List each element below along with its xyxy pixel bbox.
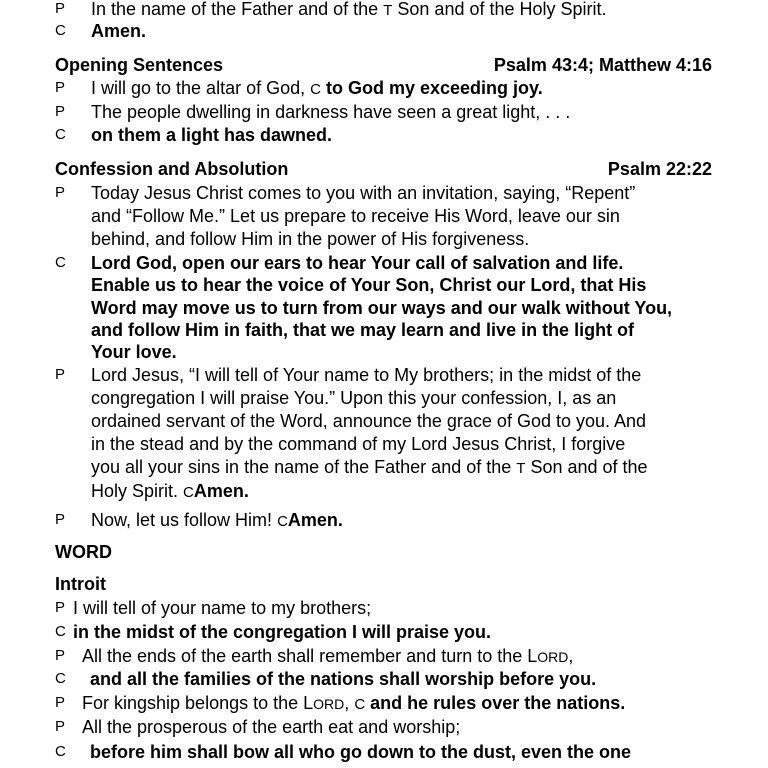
invocation-amen-line — [0, 19, 768, 43]
introit-line-6 — [0, 715, 768, 739]
scripture-reference: Psalm 22:22 — [607, 159, 712, 179]
introit-line-5 — [0, 691, 768, 715]
leader-text: in the stead and by the command of my Lord Jesus Christ, I forgive — [91, 434, 626, 454]
confession-p1-line-1 — [0, 181, 768, 205]
leader-text: Today Jesus Christ comes to you with an invitation, saying, “Repent” — [91, 183, 636, 203]
leader-text: The people dwelling in darkness have seen a great light, . . . — [91, 102, 571, 122]
leader-text — [91, 479, 249, 505]
congregation-text: and he rules over the nations. — [370, 693, 626, 713]
leader-text-part: Son and of the — [530, 457, 648, 477]
opening-line-1 — [0, 76, 768, 100]
leader-text-part: you all your sins in the name of the Father and of the — [91, 457, 512, 477]
speaker-marker: P — [55, 718, 66, 735]
congregation-text: in the midst of the congregation I will praise you. — [73, 622, 492, 642]
small-caps-text: ORD — [313, 696, 345, 712]
confession-c1-line-4 — [0, 318, 768, 342]
introit-line-4 — [0, 667, 768, 691]
confession-p2-line-2 — [0, 386, 768, 410]
leader-text — [91, 455, 648, 481]
speaker-marker-inline: C — [277, 513, 288, 530]
introit-line-2 — [0, 620, 768, 644]
congregation-text: and all the families of the nations shall worship before you. — [90, 669, 597, 689]
opening-line-2 — [0, 100, 768, 124]
leader-text: Lord Jesus, “I will tell of Your name to My brothers; in the midst of the — [91, 365, 642, 385]
small-caps-text: ORD — [537, 649, 569, 665]
invocation-text-a: In the name of the Father and of the — [91, 0, 379, 19]
confession-p2-line-6 — [0, 479, 768, 503]
speaker-marker: P — [55, 647, 66, 664]
congregation-text: and follow Him in faith, that we may learn and live in the light of — [91, 320, 635, 340]
leader-text-part: , — [568, 646, 574, 666]
speaker-marker: C — [55, 670, 66, 687]
cross-symbol: T — [516, 460, 526, 477]
congregation-text: Lord God, open our ears to hear Your call of salvation and life. — [91, 253, 624, 273]
cross-symbol: T — [383, 2, 393, 19]
leader-text-part: , — [344, 693, 350, 713]
leader-text: All the prosperous of the earth eat and worship; — [82, 717, 461, 737]
speaker-marker: P — [55, 79, 66, 96]
amen-response: Amen. — [287, 510, 343, 530]
leader-text-part: All the ends of the earth shall remember and turn to the L — [82, 646, 538, 666]
introit-line-3 — [0, 644, 768, 668]
speaker-marker: C — [55, 22, 66, 39]
speaker-marker-inline: C — [183, 484, 194, 501]
opening-line-3 — [0, 123, 768, 147]
confession-p2-line-3 — [0, 409, 768, 433]
confession-c1-line-2 — [0, 273, 768, 297]
speaker-marker: C — [55, 623, 66, 640]
leader-text-part: Now, let us follow Him! — [91, 510, 273, 530]
section-heading: Opening Sentences — [55, 55, 224, 75]
invocation-line — [0, 0, 768, 21]
amen-response: Amen. — [193, 481, 249, 501]
introit-heading-row — [0, 572, 768, 596]
leader-text — [91, 508, 343, 534]
section-heading: Introit — [55, 574, 106, 594]
confession-p2-line-1 — [0, 363, 768, 387]
confession-p2-line-4 — [0, 432, 768, 456]
speaker-marker: P — [55, 103, 66, 120]
opening-heading-row — [0, 53, 768, 77]
confession-c1-line-5 — [0, 340, 768, 364]
confession-p2-line-5 — [0, 455, 768, 479]
leader-text: and “Follow Me.” Let us prepare to receive His Word, leave our sin — [91, 206, 620, 226]
confession-p1-line-2 — [0, 204, 768, 228]
introit-line-7 — [0, 740, 768, 764]
speaker-marker: P — [55, 184, 66, 201]
speaker-marker: C — [55, 126, 66, 143]
part-heading: WORD — [55, 542, 112, 562]
congregation-text: Word may move us to turn from our ways and our walk without You, — [91, 298, 673, 318]
congregation-text: before him shall bow all who go down to the dust, even the one — [90, 742, 632, 762]
congregation-text: Your love. — [91, 342, 177, 362]
confession-p1-line-3 — [0, 227, 768, 251]
speaker-marker: P — [55, 599, 66, 616]
leader-text: behind, and follow Him in the power of His forgiveness. — [91, 229, 530, 249]
confession-c1-line-1 — [0, 251, 768, 275]
speaker-marker: P — [55, 366, 66, 383]
leader-text-part: For kingship belongs to the L — [82, 693, 314, 713]
confession-heading-row — [0, 157, 768, 181]
leader-text — [82, 644, 573, 669]
introit-line-1 — [0, 596, 768, 620]
scripture-reference: Psalm 43:4; Matthew 4:16 — [493, 55, 712, 75]
section-heading: Confession and Absolution — [55, 159, 289, 179]
congregation-text: on them a light has dawned. — [91, 125, 333, 145]
opening-line-text — [91, 76, 543, 102]
congregation-text: Enable us to hear the voice of Your Son, Christ our Lord, that His — [91, 275, 647, 295]
congregation-text: to God my exceeding joy. — [326, 78, 543, 98]
speaker-marker-inline: C — [354, 696, 366, 713]
leader-text: I will tell of your name to my brothers; — [73, 598, 372, 618]
amen-response: Amen. — [91, 21, 147, 41]
leader-text: I will go to the altar of God, — [91, 78, 306, 98]
speaker-marker: P — [55, 694, 66, 711]
speaker-marker-inline: C — [310, 81, 321, 98]
speaker-marker: P — [55, 0, 66, 17]
invocation-text-b: Son and of the Holy Spirit. — [397, 0, 607, 19]
confession-c1-line-3 — [0, 296, 768, 320]
leader-text: congregation I will praise You.” Upon this your confession, I, as an — [91, 388, 617, 408]
speaker-marker: C — [55, 743, 66, 760]
leader-text-part: Holy Spirit. — [91, 481, 179, 501]
leader-text — [82, 691, 625, 717]
speaker-marker: C — [55, 254, 66, 271]
leader-text: ordained servant of the Word, announce the grace of God to you. And — [91, 411, 647, 431]
speaker-marker: P — [55, 511, 66, 528]
word-heading-row — [0, 540, 768, 564]
confession-p3-line — [0, 508, 768, 532]
